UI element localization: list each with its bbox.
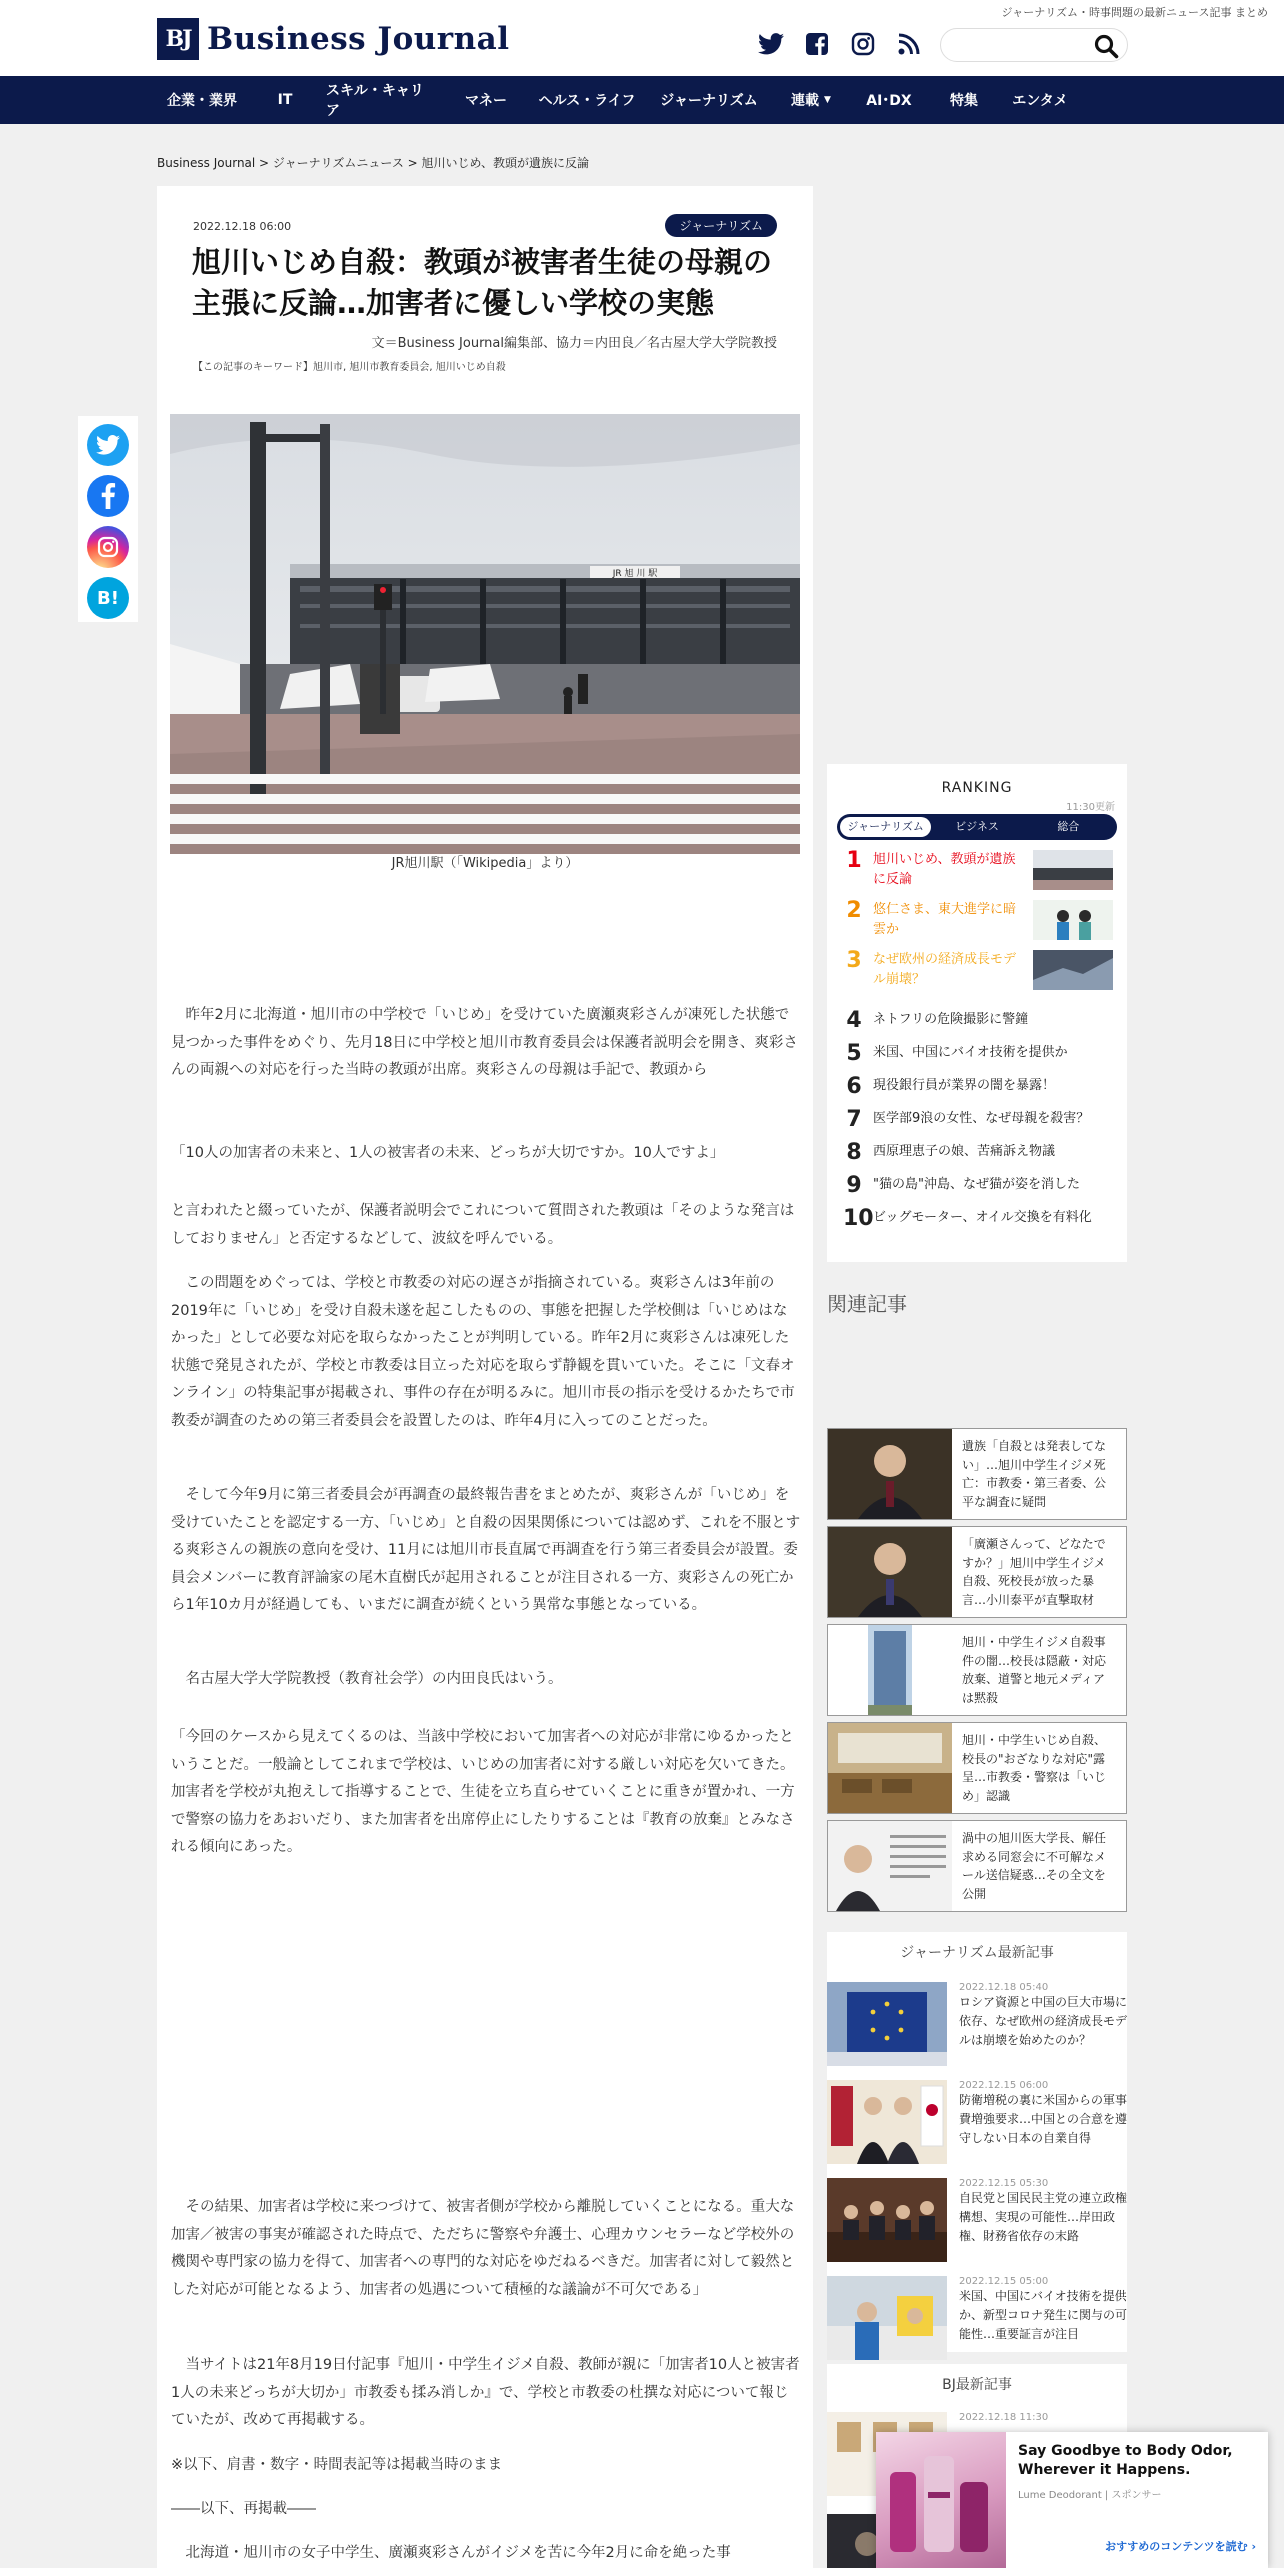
news-item[interactable]	[827, 2080, 1127, 2166]
rank-title: 西原理恵子の娘、苦痛訴え物議	[873, 1144, 1056, 1159]
news-thumbnail	[827, 1982, 947, 2066]
related-title: 旭川・中学生いじめ自殺、校長の"おざなりな対応"露呈…市教委・警察は「いじめ」認識	[962, 1733, 1107, 1803]
nav-item-entertainment[interactable]: エンタメ	[1012, 93, 1068, 109]
category-badge[interactable]: ジャーナリズム	[665, 214, 777, 237]
article-byline: 文＝Business Journal編集部、協力＝内田良／名古屋大学大学院教授	[371, 336, 777, 351]
article-note: ――以下、再掲載――	[171, 2501, 316, 2517]
article-date: 2022.12.18 06:00	[193, 220, 292, 233]
share-instagram-icon[interactable]	[87, 526, 129, 568]
rank-title: "猫の島"沖島、なぜ猫が姿を消した	[873, 1177, 1080, 1192]
share-twitter-icon[interactable]	[87, 424, 129, 466]
header-social-links	[757, 30, 923, 58]
article-paragraph: この問題をめぐっては、学校と市教委の対応の遅さが指摘されている。爽彩さんは3年前の2019年に「いじめ」を受け自殺未遂を起こしたものの、事態を把握した学校側は「いじめはなかった」として必要な対応を取らなかったことが判明している。昨年2月に爽彩さんは凍死した状態で発見されたが、学校と市教委は目立った対応を取らず静観を貫いていた。そこに「文春オンライン」の特集記事が掲載され、事件の存在が明るみに。旭川市長の指示を受けるかたちで市教委が調査のための第三者委員会を設置したのは、昨年4月に入ってのことだった。	[171, 1275, 795, 1429]
ad-image	[876, 2432, 1006, 2568]
rank-thumbnail	[1033, 850, 1113, 890]
news-date: 2022.12.15 06:00	[959, 2080, 1049, 2091]
related-title: 「廣瀬さんって、どなたですか？」旭川中学生イジメ自殺、死校長が放った暴言…小川泰平が直撃取材	[962, 1537, 1106, 1607]
rss-icon[interactable]	[895, 30, 923, 58]
article-paragraph: 北海道・旭川市の女子中学生、廣瀬爽彩さんがイジメを苦に今年2月に命を絶った事	[185, 2545, 731, 2561]
news-date: 2022.12.15 05:30	[959, 2178, 1049, 2189]
rank-number: 7	[846, 1107, 862, 1132]
site-header	[0, 0, 1284, 76]
rank-title: なぜ欧州の経済成長モデル崩壊？	[873, 952, 1017, 988]
ranking-tabs	[837, 814, 1117, 840]
search-icon[interactable]	[1093, 33, 1119, 59]
nav-item-money[interactable]: マネー	[465, 93, 507, 109]
ad-sponsor: Lume Deodorant | スポンサー	[1018, 2489, 1162, 2501]
related-title: 旭川・中学生イジメ自殺事件の闇…校長は隠蔽・対応放棄、道警と地元メディアは黙殺	[962, 1635, 1107, 1705]
share-facebook-icon[interactable]	[87, 475, 129, 517]
nav-item-industry[interactable]: 企業・業界	[167, 93, 237, 109]
nav-item-series[interactable]	[770, 76, 852, 124]
photo-station-sign: JR 旭 川 駅	[612, 569, 658, 579]
news-title: ロシア資源と中国の巨大市場に依存、なぜ欧州の経済成長モデルは崩壊を始めたのか？	[959, 1995, 1128, 2048]
rank-title: ネトフリの危険撮影に警鐘	[873, 1012, 1029, 1027]
rank-title: 米国、中国にバイオ技術を提供か	[873, 1045, 1068, 1060]
related-thumbnail	[828, 1527, 952, 1617]
rank-number: 3	[846, 948, 862, 973]
rank-title: 悠仁さま、東大進学に暗雲か	[873, 902, 1017, 938]
article-photo	[170, 414, 800, 854]
tab-business[interactable]: ビジネス	[955, 820, 999, 833]
ad-headline: Say Goodbye to Body Odor, Wherever it Happens.	[1018, 2443, 1233, 2478]
ranking-item[interactable]	[843, 1076, 1113, 1098]
related-heading: 関連記事	[827, 1292, 907, 1316]
nav-item-journalism[interactable]: ジャーナリズム	[660, 93, 758, 109]
nav-item-feature[interactable]: 特集	[950, 93, 978, 109]
rank-title: 現役銀行員が業界の闇を暴露！	[873, 1078, 1056, 1093]
related-card[interactable]	[827, 1722, 1127, 1814]
twitter-icon[interactable]	[757, 30, 785, 58]
ranking-item[interactable]	[843, 950, 1113, 990]
related-thumbnail	[828, 1429, 952, 1519]
article-paragraph: 名古屋大学大学院教授（教育社会学）の内田良氏はいう。	[185, 1671, 563, 1687]
nav-series-label: 連載	[791, 93, 820, 109]
ranking-title: RANKING	[941, 780, 1013, 796]
nav-item-it[interactable]: IT	[277, 92, 293, 108]
main-nav	[0, 76, 1284, 124]
tab-overall[interactable]: 総合	[1057, 820, 1080, 833]
related-card[interactable]	[827, 1526, 1127, 1618]
sponsored-ad[interactable]	[876, 2432, 1268, 2568]
nav-item-ai-dx[interactable]: AI･DX	[866, 93, 912, 109]
article-quote: 「今回のケースから見えてくるのは、当該中学校において加害者への対応が非常にゆるかったということだ。一般論としてこれまで学校は、いじめの加害者に対する厳しい対応を欠いてきた。加害者を学校が丸抱えして指導することで、生徒を立ち直らせていくことに重きが置かれ、一方で警察の協力をあおいだり、また加害者を出席停止にしたりすることは『教育の放棄』とみなされる傾向にあった。	[171, 1729, 795, 1856]
rank-number: 9	[846, 1173, 862, 1198]
ranking-item[interactable]	[843, 1175, 1113, 1197]
ranking-item[interactable]	[843, 1109, 1113, 1131]
ranking-item[interactable]	[843, 1043, 1113, 1065]
rank-number: 4	[846, 1008, 862, 1033]
article-quote: 「10人の加害者の未来と、1人の被害者の未来、どっちが大切ですか。10人ですよ」	[171, 1145, 725, 1161]
rank-thumbnail	[1033, 950, 1113, 990]
rank-number: 5	[846, 1041, 862, 1066]
news-title: 米国、中国にバイオ技術を提供か、新型コロナ発生に関与の可能性…重要証言が注目	[959, 2289, 1128, 2342]
site-logo[interactable]	[157, 18, 510, 60]
rank-number: 1	[846, 848, 862, 873]
ad-read-more-link[interactable]: おすすめのコンテンツを読む ›	[1105, 2540, 1256, 2553]
share-rail	[78, 416, 138, 622]
instagram-icon[interactable]	[849, 30, 877, 58]
article-note: ※以下、肩書・数字・時間表記等は掲載当時のまま	[171, 2457, 503, 2473]
news-date: 2022.12.18 05:40	[959, 1982, 1049, 1993]
rank-title: ビッグモーター、オイル交換を有料化	[873, 1210, 1092, 1225]
related-title: 遺族「自殺とは発表してない」…旭川中学生イジメ死亡：市教委・第三者委、公平な調査に疑問	[962, 1439, 1107, 1509]
related-card[interactable]	[827, 1428, 1127, 1520]
site-tagline: ジャーナリズム・時事問題の最新ニュース記事 まとめ	[1001, 6, 1268, 19]
facebook-icon[interactable]	[803, 30, 831, 58]
article	[157, 186, 813, 2568]
share-hatena-icon[interactable]: B!	[87, 577, 129, 619]
ranking-item[interactable]	[843, 900, 1113, 940]
related-title: 渦中の旭川医大学長、解任求める同窓会に不可解なメール送信疑惑…その全文を公開	[962, 1831, 1107, 1901]
ranking-updated: 11:30更新	[1066, 802, 1115, 813]
news-title: 防衛増税の裏に米国からの軍事費増強要求…中国との合意を遵守しない日本の自業自得	[959, 2093, 1128, 2146]
article-keywords[interactable]: 【この記事のキーワード】旭川市, 旭川市教育委員会, 旭川いじめ自殺	[193, 362, 506, 373]
related-thumbnail	[828, 1723, 952, 1813]
related-card[interactable]	[827, 1624, 1127, 1716]
news-item[interactable]	[827, 1982, 1127, 2068]
news-item[interactable]	[827, 2178, 1127, 2264]
news-date: 2022.12.18 11:30	[959, 2412, 1049, 2423]
news-thumbnail	[827, 2080, 947, 2164]
news-thumbnail	[827, 2178, 947, 2262]
rank-number: 10	[843, 1206, 874, 1231]
related-thumbnail	[828, 1821, 952, 1911]
related-card[interactable]	[827, 1820, 1127, 1912]
article-paragraph: と言われたと綴っていたが、保護者説明会でこれについて質問された教頭は「そのような発言はしておりません」と否定するなどして、波紋を呼んでいる。	[171, 1203, 795, 1247]
rank-number: 6	[846, 1074, 862, 1099]
article-paragraph: その結果、加害者は学校に来つづけて、被害者側が学校から離脱していくことになる。重大な加害／被害の事実が確認された時点で、ただちに警察や弁護士、心理カウンセラーなど学校外の機関や専門家の協力を得て、加害者への専門的な対応をゆだねるべきだ。加害者に対して毅然とした対応が可能となるよう、加害者の処遇について積極的な議論が不可欠である」	[171, 2199, 795, 2298]
latest-journalism-title: ジャーナリズム最新記事	[900, 1945, 1054, 1961]
rank-number: 8	[846, 1140, 862, 1165]
rank-title: 旭川いじめ、教頭が遺族に反論	[873, 852, 1016, 888]
logo-mark: BJ	[157, 18, 199, 60]
related-thumbnail	[828, 1625, 952, 1715]
nav-item-career[interactable]: スキル・キャリア	[326, 83, 424, 119]
article-title: 旭川いじめ自殺：教頭が被害者生徒の母親の主張に反論…加害者に優しい学校の実態	[192, 245, 773, 321]
news-title: 自民党と国民民主党の連立政権構想、実現の可能性…岸田政権、財務省依存の末路	[959, 2191, 1128, 2244]
rank-title: 医学部9浪の女性、なぜ母親を殺害？	[873, 1111, 1090, 1126]
search-input[interactable]	[955, 29, 1095, 59]
nav-item-health-life[interactable]: ヘルス・ライフ	[538, 93, 636, 109]
latest-journalism-box	[827, 1932, 1127, 2352]
breadcrumb[interactable]: Business Journal > ジャーナリズムニュース > 旭川いじめ、教頭が遺族に反論	[157, 156, 590, 170]
latest-bj-title: BJ最新記事	[942, 2377, 1012, 2393]
article-paragraph: 昨年2月に北海道・旭川市の中学校で「いじめ」を受けていた廣瀬爽彩さんが凍死した状態で見つかった事件をめぐり、先月18日に中学校と旭川市教育委員会は保護者説明会を開き、爽彩さんの両親への対応を行った当時の教頭が出席。爽彩さんの母親は手記で、教頭から	[171, 1007, 798, 1079]
rank-number: 2	[846, 898, 862, 923]
article-paragraph: そして今年9月に第三者委員会が再調査の最終報告書をまとめたが、爽彩さんが「いじめ」を受けていたことを認定する一方、「いじめ」と自殺の因果関係については認めず、これを不服とする爽彩さんの親族の意向を受け、11月には旭川市長直属で再調査を行う第三者委員会が設置。委員会メンバーに教育評論家の尾木直樹氏が起用されることが注目される一方、爽彩さんの死亡から1年10カ月が経過しても、いまだに調査が続くという異常な事態となっている。	[171, 1487, 801, 1614]
news-thumbnail	[827, 2276, 947, 2360]
tab-journalism[interactable]: ジャーナリズム	[840, 817, 931, 837]
article-paragraph: 当サイトは21年8月19日付記事『旭川・中学生イジメ自殺、教師が親に「加害者10人と被害者1人の未来どっちが大切か」市教委も揉み消しか』で、学校と市教委の杜撰な対応について報じていたが、改めて再掲載する。	[171, 2357, 800, 2429]
ranking-item[interactable]	[843, 1142, 1113, 1164]
ranking-box	[827, 764, 1127, 1262]
search-box	[940, 28, 1128, 62]
chevron-down-icon: ▼	[824, 95, 831, 105]
ranking-item[interactable]	[843, 850, 1113, 890]
ranking-item[interactable]	[843, 1010, 1113, 1032]
logo-text: Business Journal	[207, 21, 510, 57]
ranking-item[interactable]	[843, 1208, 1113, 1230]
photo-caption: JR旭川駅（「Wikipedia」より）	[391, 856, 579, 871]
news-item[interactable]	[827, 2276, 1127, 2362]
news-date: 2022.12.15 05:00	[959, 2276, 1049, 2287]
rank-thumbnail	[1033, 900, 1113, 940]
